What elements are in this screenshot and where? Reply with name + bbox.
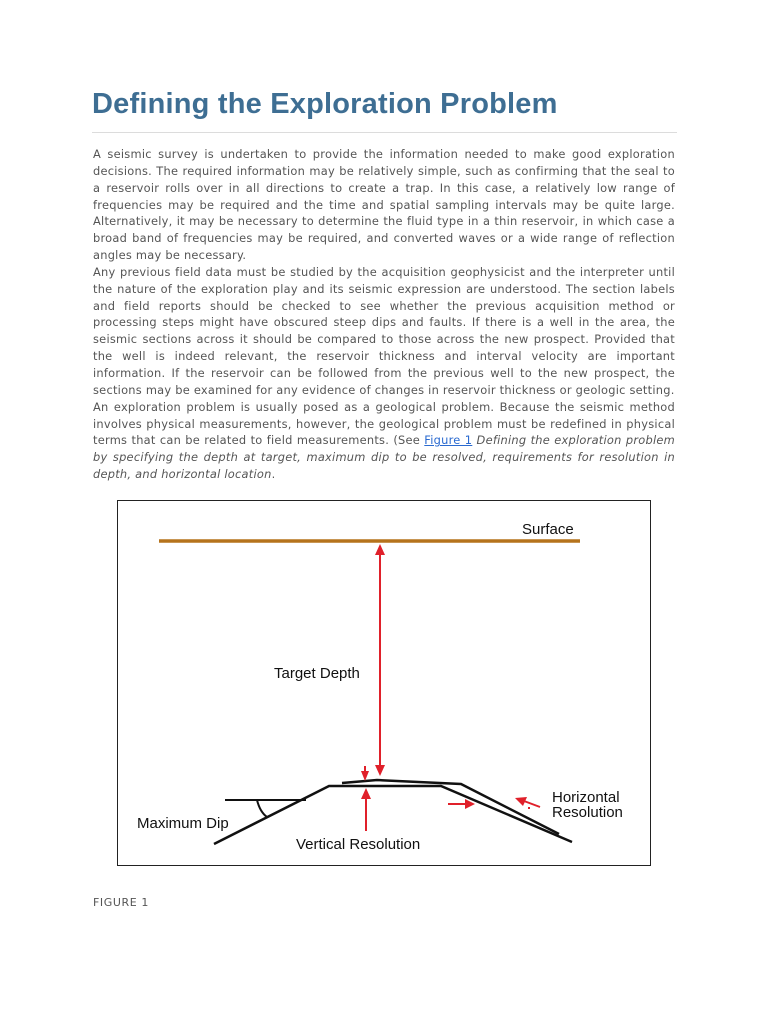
horizontal-label: Horizontal [552,789,620,806]
upper-horizon [342,780,559,834]
vertical-resolution-arrow [361,788,371,831]
paragraph-3-text: An exploration problem is usually posed as a geological problem. Because the seismic method involves physical measurements, however, the geological problem must be redefined in physical terms that can be related to field measurements. (See [93,399,675,448]
vertical-resolution-top-arrow [361,766,369,781]
paragraph-2: Any previous field data must be studied by the acquisition geophysicist and the interpreter until the nature of the exploration play and its seismic expression are understood. The section labels and field reports should be checked to see whether the previous acquisition method or processing steps might have obscured steep dips and faults. If there is a well in the area, the seismic sections across it should be compared to those across the new prospect. Provided that the well is indeed relevant, the reservoir thickness and interval velocity are important information. If the reservoir can be followed from the previous well to the new prospect, the sections may be examined for any evidence of changes in reservoir thickness or geologic setting. [93,264,675,397]
resolution-label: Resolution [552,804,623,821]
figure-1-link[interactable]: Figure 1 [424,433,473,448]
figure-caption: FIGURE 1 [93,896,150,909]
target-depth-arrow [375,544,385,776]
horizontal-resolution-arrow-left [448,799,475,809]
surface-label: Surface [522,521,574,538]
paragraph-3 [93,399,675,483]
figure-1-diagram [117,500,651,866]
horizontal-resolution-arrow-right [515,797,540,808]
paragraph-1: A seismic survey is undertaken to provide the information needed to make good exploration decisions. The required information may be relatively simple, such as confirming that the seal to a reservoir rolls over in all directions to create a trap. In this case, a relatively low range of frequencies may be required and the time and spatial sampling intervals may be quite large. Alternatively, it may be necessary to determine the fluid type in a thin reservoir, in which case a broad band of frequencies may be required, and converted waves or a wide range of reflection angles may be necessary. [93,147,675,263]
article-body [93,146,675,483]
dip-angle-arc [257,800,267,817]
paragraph-3-end: . [271,467,276,482]
target-depth-label: Target Depth [274,665,360,682]
title-divider [92,132,677,133]
maximum-dip-label: Maximum Dip [137,815,229,832]
vertical-resolution-label: Vertical Resolution [296,836,421,853]
figure-1-caption-inline: Defining the exploration problem by specifying the depth at target, maximum dip to be resolved, requirements for resolution in depth, and horizontal location [93,433,675,482]
page-title: Defining the Exploration Problem [92,88,558,120]
